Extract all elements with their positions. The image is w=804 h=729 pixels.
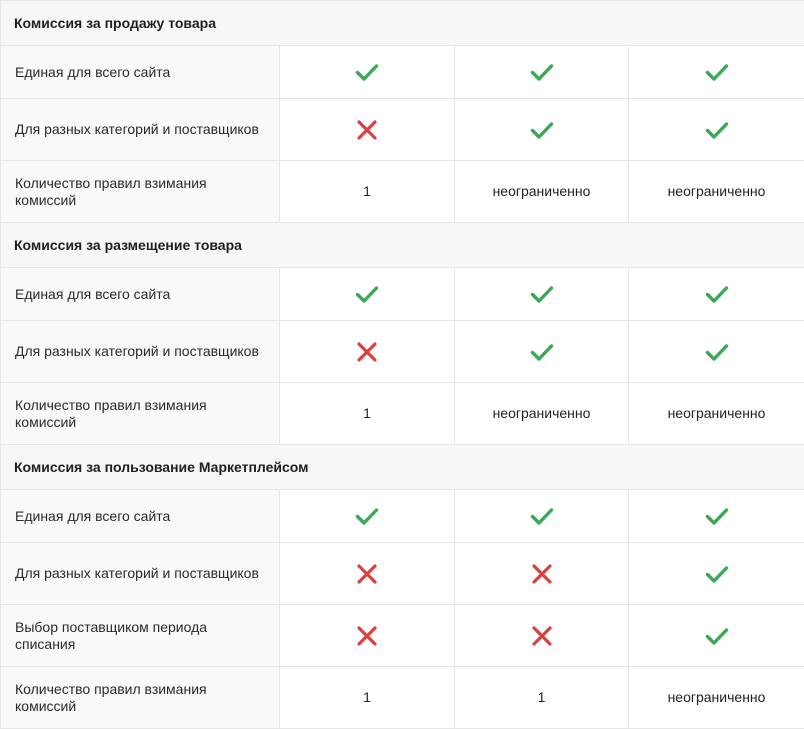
cross-icon: [355, 562, 379, 586]
table-row: [1, 383, 804, 445]
table-row: [1, 161, 804, 223]
row-label: Для разных категорий и поставщиков: [1, 321, 280, 383]
check-icon: [530, 340, 554, 364]
row-label: Единая для всего сайта: [1, 46, 280, 99]
value-cell: [280, 605, 455, 667]
table-row: [1, 543, 804, 605]
value-cell: [280, 99, 455, 161]
table-row: [1, 99, 804, 161]
row-label: Единая для всего сайта: [1, 490, 280, 543]
value-cell: 1: [455, 667, 629, 729]
row-label: Количество правил взимания комиссий: [1, 383, 280, 445]
table-row: [1, 667, 804, 729]
value-cell: [280, 321, 455, 383]
cross-icon: [530, 562, 554, 586]
value-cell: неограниченно: [629, 161, 804, 223]
value-cell: [629, 321, 804, 383]
check-icon: [530, 504, 554, 528]
value-cell: [280, 490, 455, 543]
value-cell: [455, 99, 629, 161]
value-cell: [280, 543, 455, 605]
value-cell: [455, 46, 629, 99]
check-icon: [705, 562, 729, 586]
value-cell: [629, 268, 804, 321]
value-cell: [280, 268, 455, 321]
check-icon: [705, 504, 729, 528]
cross-icon: [355, 118, 379, 142]
table-row: [1, 490, 804, 543]
check-icon: [530, 282, 554, 306]
row-label: Единая для всего сайта: [1, 268, 280, 321]
value-cell: [629, 543, 804, 605]
value-cell: [455, 605, 629, 667]
check-icon: [705, 118, 729, 142]
value-cell: [455, 268, 629, 321]
table-row: [1, 46, 804, 99]
row-label: Для разных категорий и поставщиков: [1, 99, 280, 161]
value-cell: [455, 543, 629, 605]
row-label: Количество правил взимания комиссий: [1, 161, 280, 223]
table-row: [1, 321, 804, 383]
value-cell: 1: [280, 161, 455, 223]
check-icon: [355, 282, 379, 306]
value-cell: 1: [280, 667, 455, 729]
check-icon: [530, 60, 554, 84]
check-icon: [705, 282, 729, 306]
value-cell: [629, 490, 804, 543]
value-cell: неограниченно: [455, 161, 629, 223]
row-label: Для разных категорий и поставщиков: [1, 543, 280, 605]
section-header: [1, 445, 804, 490]
check-icon: [355, 504, 379, 528]
check-icon: [530, 118, 554, 142]
value-cell: неограниченно: [629, 383, 804, 445]
value-cell: неограниченно: [629, 667, 804, 729]
check-icon: [705, 624, 729, 648]
section-title: Комиссия за пользование Маркетплейсом: [1, 445, 804, 490]
table-row: [1, 268, 804, 321]
check-icon: [705, 60, 729, 84]
value-cell: [629, 99, 804, 161]
value-cell: неограниченно: [455, 383, 629, 445]
section-title: Комиссия за размещение товара: [1, 223, 804, 268]
check-icon: [355, 60, 379, 84]
section-header: [1, 1, 804, 46]
check-icon: [705, 340, 729, 364]
section-title: Комиссия за продажу товара: [1, 1, 804, 46]
section-header: [1, 223, 804, 268]
cross-icon: [530, 624, 554, 648]
table-row: [1, 605, 804, 667]
cross-icon: [355, 340, 379, 364]
value-cell: [629, 46, 804, 99]
value-cell: [455, 490, 629, 543]
cross-icon: [355, 624, 379, 648]
value-cell: [455, 321, 629, 383]
value-cell: [280, 46, 455, 99]
row-label: Выбор поставщиком периода списания: [1, 605, 280, 667]
value-cell: 1: [280, 383, 455, 445]
value-cell: [629, 605, 804, 667]
row-label: Количество правил взимания комиссий: [1, 667, 280, 729]
